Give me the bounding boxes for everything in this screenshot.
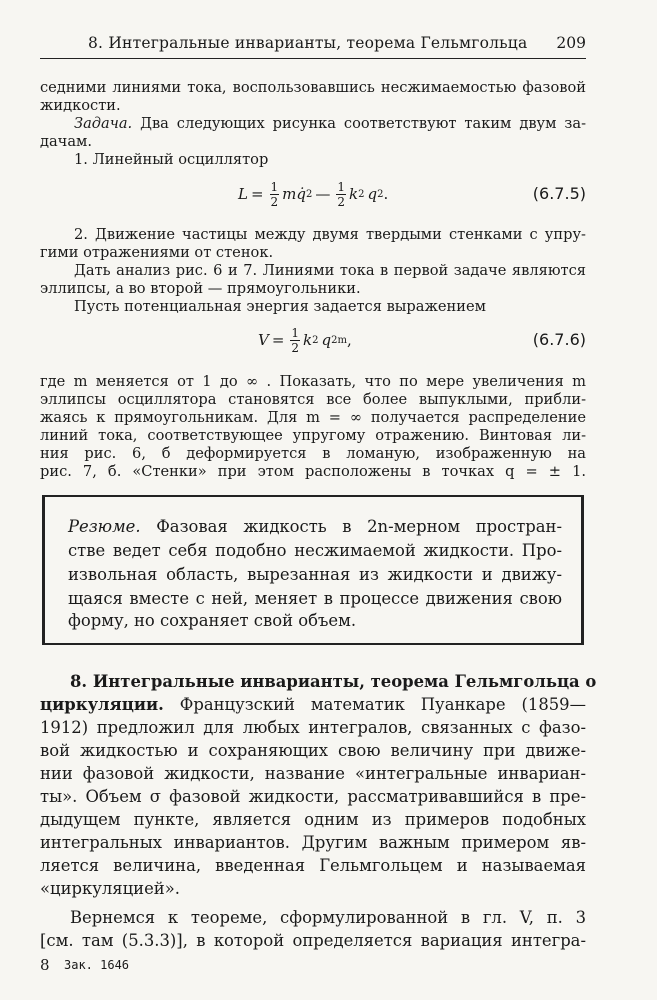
text-line: эллипсы осциллятора становятся все более выпуклыми, прибли- bbox=[40, 391, 586, 408]
text-line: жаясь к прямоугольникам. Для m = ∞ получается распределение bbox=[40, 409, 586, 426]
formula: V = $\frac{1}{2}$ k 2 q 2m , bbox=[258, 325, 352, 355]
summary-line: щаяся вместе с ней, меняет в процессе движения свою bbox=[68, 589, 562, 608]
text-line: ния рис. 6, б деформируется в ломаную, изображенную на bbox=[40, 445, 586, 462]
section-line: ты». Объем σ фазовой жидкости, рассматривавшийся в пре- bbox=[40, 787, 586, 806]
section-line: интегральных инвариантов. Другим важным примером яв- bbox=[40, 833, 586, 852]
text-line: Пусть потенциальная энергия задается выражением bbox=[74, 298, 486, 315]
header-title: 8. Интегральные инварианты, теорема Гельмгольца bbox=[88, 34, 528, 52]
section-line: нии фазовой жидкости, название «интегральные инвариан- bbox=[40, 764, 586, 783]
summary-line: форму, но сохраняет свой объем. bbox=[68, 611, 357, 630]
section-line: [см. там (5.3.3)], в которой определяется вариация интегра- bbox=[40, 931, 586, 950]
list-item: 2. Движение частицы между двумя твердыми стенками с упру- bbox=[74, 226, 586, 243]
summary-line bbox=[68, 516, 562, 538]
text-line: гими отражениями от стенок. bbox=[40, 244, 274, 261]
section-heading: 8. Интегральные инварианты, теорема Гельмгольца о bbox=[70, 672, 597, 691]
equation-6-7-6 bbox=[40, 320, 586, 360]
section-line: вой жидкостью и сохраняющих свою величину при движе- bbox=[40, 741, 586, 760]
task-label: Задача. bbox=[74, 115, 133, 132]
running-header bbox=[40, 34, 586, 59]
text-line: где m меняется от 1 до ∞ . Показать, что по мере увеличения m bbox=[40, 373, 586, 390]
text-line: рис. 7, б. «Стенки» при этом расположены в точках q = ± 1. bbox=[40, 463, 586, 480]
signature-mark: 8 bbox=[40, 956, 50, 974]
section-line bbox=[40, 694, 586, 716]
summary-line: стве ведет себя подобно несжимаемой жидкости. Про- bbox=[68, 541, 562, 560]
text-line: седними линиями тока, воспользовавшись несжимаемостью фазовой bbox=[40, 79, 586, 96]
task-line bbox=[74, 115, 586, 133]
section-line: 1912) предложил для любых интегралов, связанных с фазо- bbox=[40, 718, 586, 737]
section-line: дыдущем пункте, является одним из примеров подобных bbox=[40, 810, 586, 829]
section-line: ляется величина, введенная Гельмгольцем и называемая bbox=[40, 856, 586, 875]
equation-number: (6.7.5) bbox=[532, 184, 586, 203]
page-number: 209 bbox=[556, 34, 586, 52]
section-text: Французский математик Пуанкаре (1859— bbox=[163, 695, 586, 714]
text-line: жидкости. bbox=[40, 97, 121, 114]
text-line: дачам. bbox=[40, 133, 93, 150]
text-line: эллипсы, а во второй — прямоугольники. bbox=[40, 280, 361, 297]
list-item: 1. Линейный осциллятор bbox=[74, 151, 269, 168]
print-order: Зак. 1646 bbox=[64, 958, 130, 972]
equation-6-7-5 bbox=[40, 174, 586, 214]
task-text: Два следующих рисунка соответствуют таким двум за- bbox=[132, 115, 586, 132]
page-footer bbox=[40, 956, 586, 976]
summary-text: Фазовая жидкость в 2n-мерном простран- bbox=[140, 517, 562, 536]
section-line: Вернемся к теореме, сформулированной в гл. V, п. 3 bbox=[70, 908, 586, 927]
summary-line: извольная область, вырезанная из жидкости и движу- bbox=[68, 565, 562, 584]
formula: L = $\frac{1}{2}$ mq̇ 2 — $\frac{1}{2}$ k 2 q 2 . bbox=[238, 179, 389, 209]
section-line: «циркуляцией». bbox=[40, 879, 180, 898]
section-heading-end: циркуляции. bbox=[40, 695, 164, 714]
summary-label: Резюме. bbox=[68, 517, 141, 536]
equation-number: (6.7.6) bbox=[532, 330, 586, 349]
text-line: Дать анализ рис. 6 и 7. Линиями тока в первой задаче являются bbox=[74, 262, 586, 279]
text-line: линий тока, соответствующее упругому отражению. Винтовая ли- bbox=[40, 427, 586, 444]
